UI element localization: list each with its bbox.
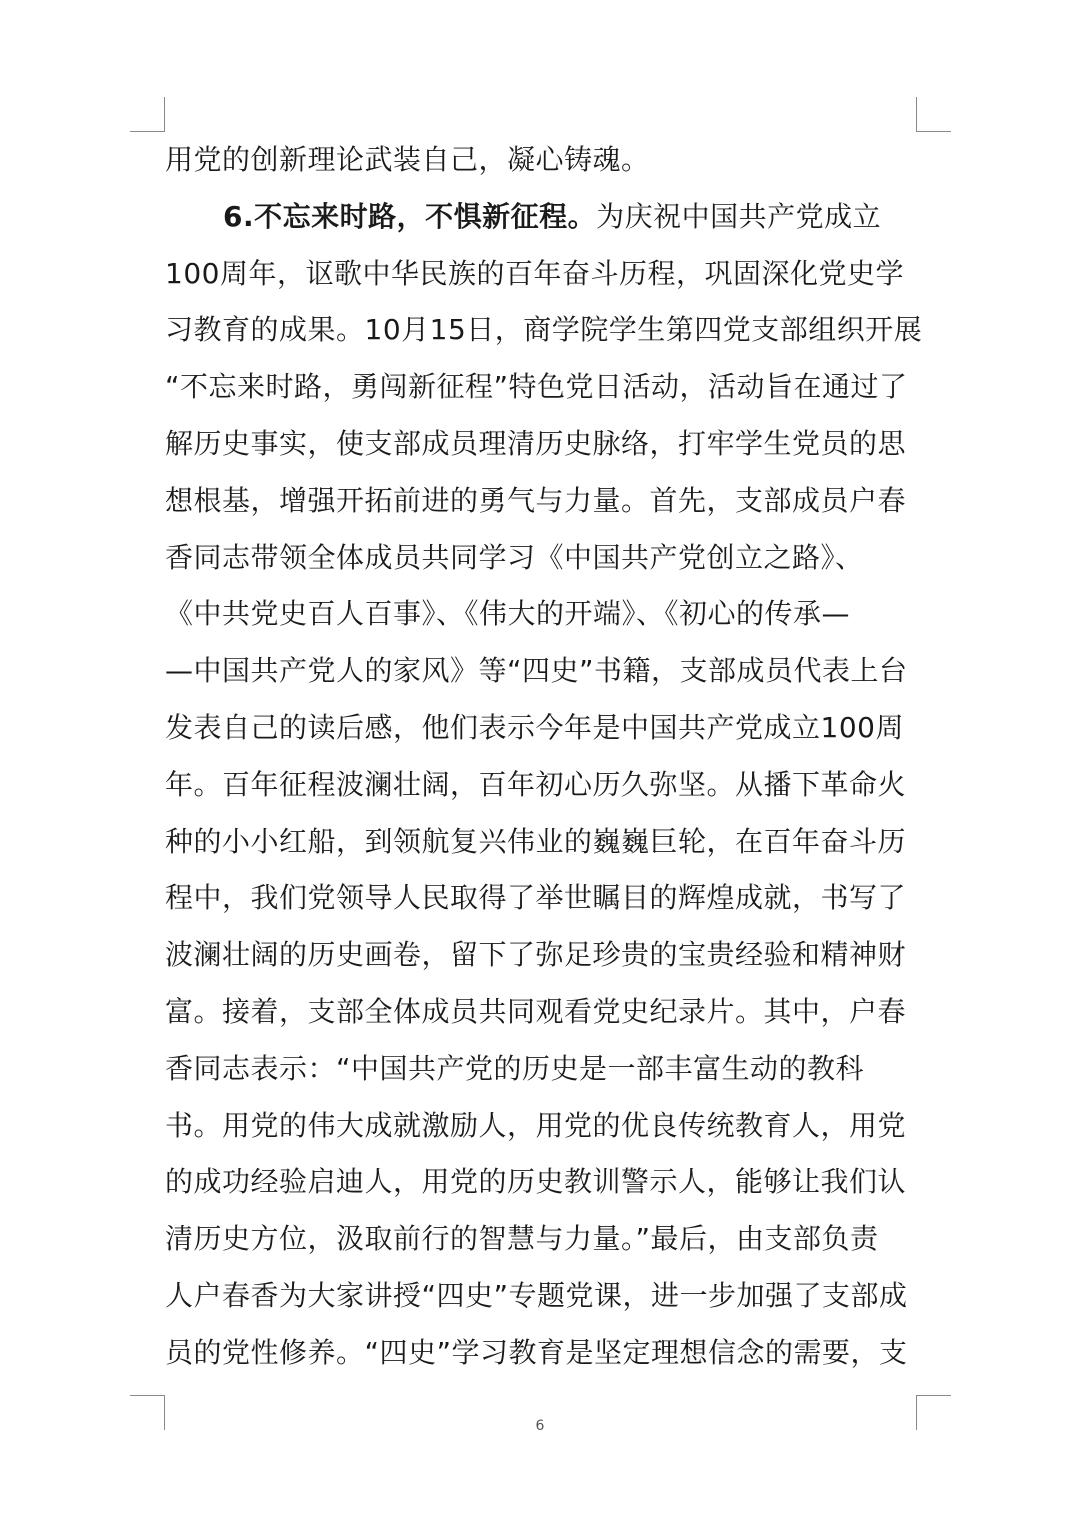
body-line: 发表自己的读后感，他们表示今年是中国共产党成立100周 (165, 710, 904, 744)
body-line: 解历史事实，使支部成员理清历史脉络，打牢学生党员的思 (165, 426, 907, 460)
body-line: 的成功经验启迪人，用党的历史教训警示人，能够让我们认 (165, 1165, 907, 1199)
body-line: 想根基，增强开拓前进的勇气与力量。首先，支部成员户春 (165, 483, 907, 517)
body-line: 种的小小红船，到领航复兴伟业的巍巍巨轮，在百年奋斗历 (165, 824, 907, 858)
body-line: 清历史方位，汲取前行的智慧与力量。”最后，由支部负责 (165, 1222, 879, 1256)
body-line: 人户春香为大家讲授“四史”专题党课，进一步加强了支部成 (165, 1278, 908, 1312)
body-line: 富。接着，支部全体成员共同观看党史纪录片。其中，户春 (165, 994, 907, 1028)
body-line: 《中共党史百人百事》、《伟大的开端》、《初心的传承— (165, 597, 851, 631)
body-line: 香同志表示：“中国共产党的历史是一部丰富生动的教科 (165, 1051, 865, 1085)
body-line: 习教育的成果。10月15日，商学院学生第四党支部组织开展 (165, 313, 923, 347)
page-corner-mark-top-right (916, 97, 951, 132)
body-line: 年。百年征程波澜壮阔，百年初心历久弥坚。从播下革命火 (165, 767, 907, 801)
section-heading: 6.不忘来时路，不惧新征程。 (223, 199, 597, 233)
page-number: 6 (535, 1418, 545, 1434)
section-heading-line (165, 189, 915, 246)
body-line: 程中，我们党领导人民取得了举世瞩目的辉煌成就，书写了 (165, 881, 907, 915)
page-corner-mark-top-left (130, 97, 165, 132)
body-line: 波澜壮阔的历史画卷，留下了弥足珍贵的宝贵经验和精神财 (165, 938, 907, 972)
document-body (165, 132, 923, 1382)
section-heading-tail: 为庆祝中国共产党成立 (596, 199, 882, 233)
body-line: —中国共产党人的家风》等“四史”书籍，支部成员代表上台 (165, 654, 908, 688)
body-line: 香同志带领全体成员共同学习《中国共产党创立之路》、 (165, 540, 864, 574)
body-line: 员的党性修养。“四史”学习教育是坚定理想信念的需要，支 (165, 1335, 908, 1369)
body-line: 用党的创新理论武装自己，凝心铸魂。 (165, 143, 650, 176)
body-line: “不忘来时路，勇闯新征程”特色党日活动，活动旨在通过了 (165, 370, 908, 404)
body-line: 书。用党的伟大成就激励人，用党的优良传统教育人，用党 (165, 1108, 907, 1142)
body-line: 100周年，讴歌中华民族的百年奋斗历程，巩固深化党史学 (165, 256, 904, 290)
